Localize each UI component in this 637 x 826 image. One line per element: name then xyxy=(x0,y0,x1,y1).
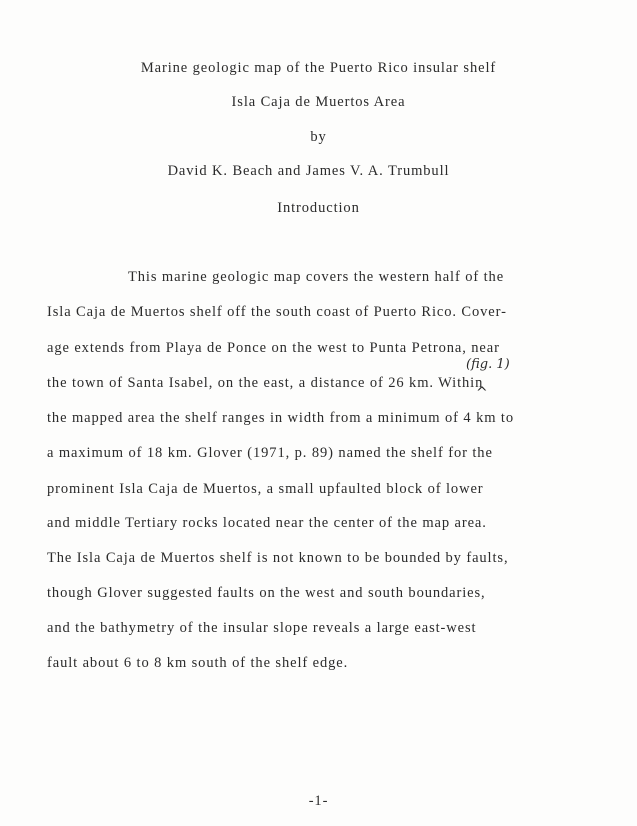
body-line: and the bathymetry of the insular slope reveals a large east-west xyxy=(47,620,477,636)
body-line: The Isla Caja de Muertos shelf is not known to be bounded by faults, xyxy=(47,550,509,566)
handwritten-annotation: (fig. 1) xyxy=(466,357,510,372)
document-title: Marine geologic map of the Puerto Rico insular shelf xyxy=(140,60,497,76)
byline-by: by xyxy=(310,129,327,145)
section-heading: Introduction xyxy=(277,200,360,216)
page-number: -1- xyxy=(308,793,329,809)
body-line: the town of Santa Isabel, on the east, a distance of 26 km. Within xyxy=(47,375,484,391)
body-line: a maximum of 18 km. Glover (1971, p. 89) named the shelf for the xyxy=(47,445,493,461)
body-line: though Glover suggested faults on the west and south boundaries, xyxy=(47,585,486,601)
authors: David K. Beach and James V. A. Trumbull xyxy=(167,163,450,179)
body-line: and middle Tertiary rocks located near the center of the map area. xyxy=(47,515,487,531)
body-line: Isla Caja de Muertos shelf off the south coast of Puerto Rico. Cover- xyxy=(47,304,507,320)
body-line: fault about 6 to 8 km south of the shelf edge. xyxy=(47,655,349,671)
document-subtitle: Isla Caja de Muertos Area xyxy=(231,94,406,110)
body-line: prominent Isla Caja de Muertos, a small upfaulted block of lower xyxy=(47,481,484,497)
body-line: age extends from Playa de Ponce on the west to Punta Petrona, near xyxy=(47,340,500,356)
body-line: This marine geologic map covers the western half of the xyxy=(128,269,505,285)
body-line: the mapped area the shelf ranges in width from a minimum of 4 km to xyxy=(47,410,515,426)
insertion-mark: ^ xyxy=(476,385,488,401)
